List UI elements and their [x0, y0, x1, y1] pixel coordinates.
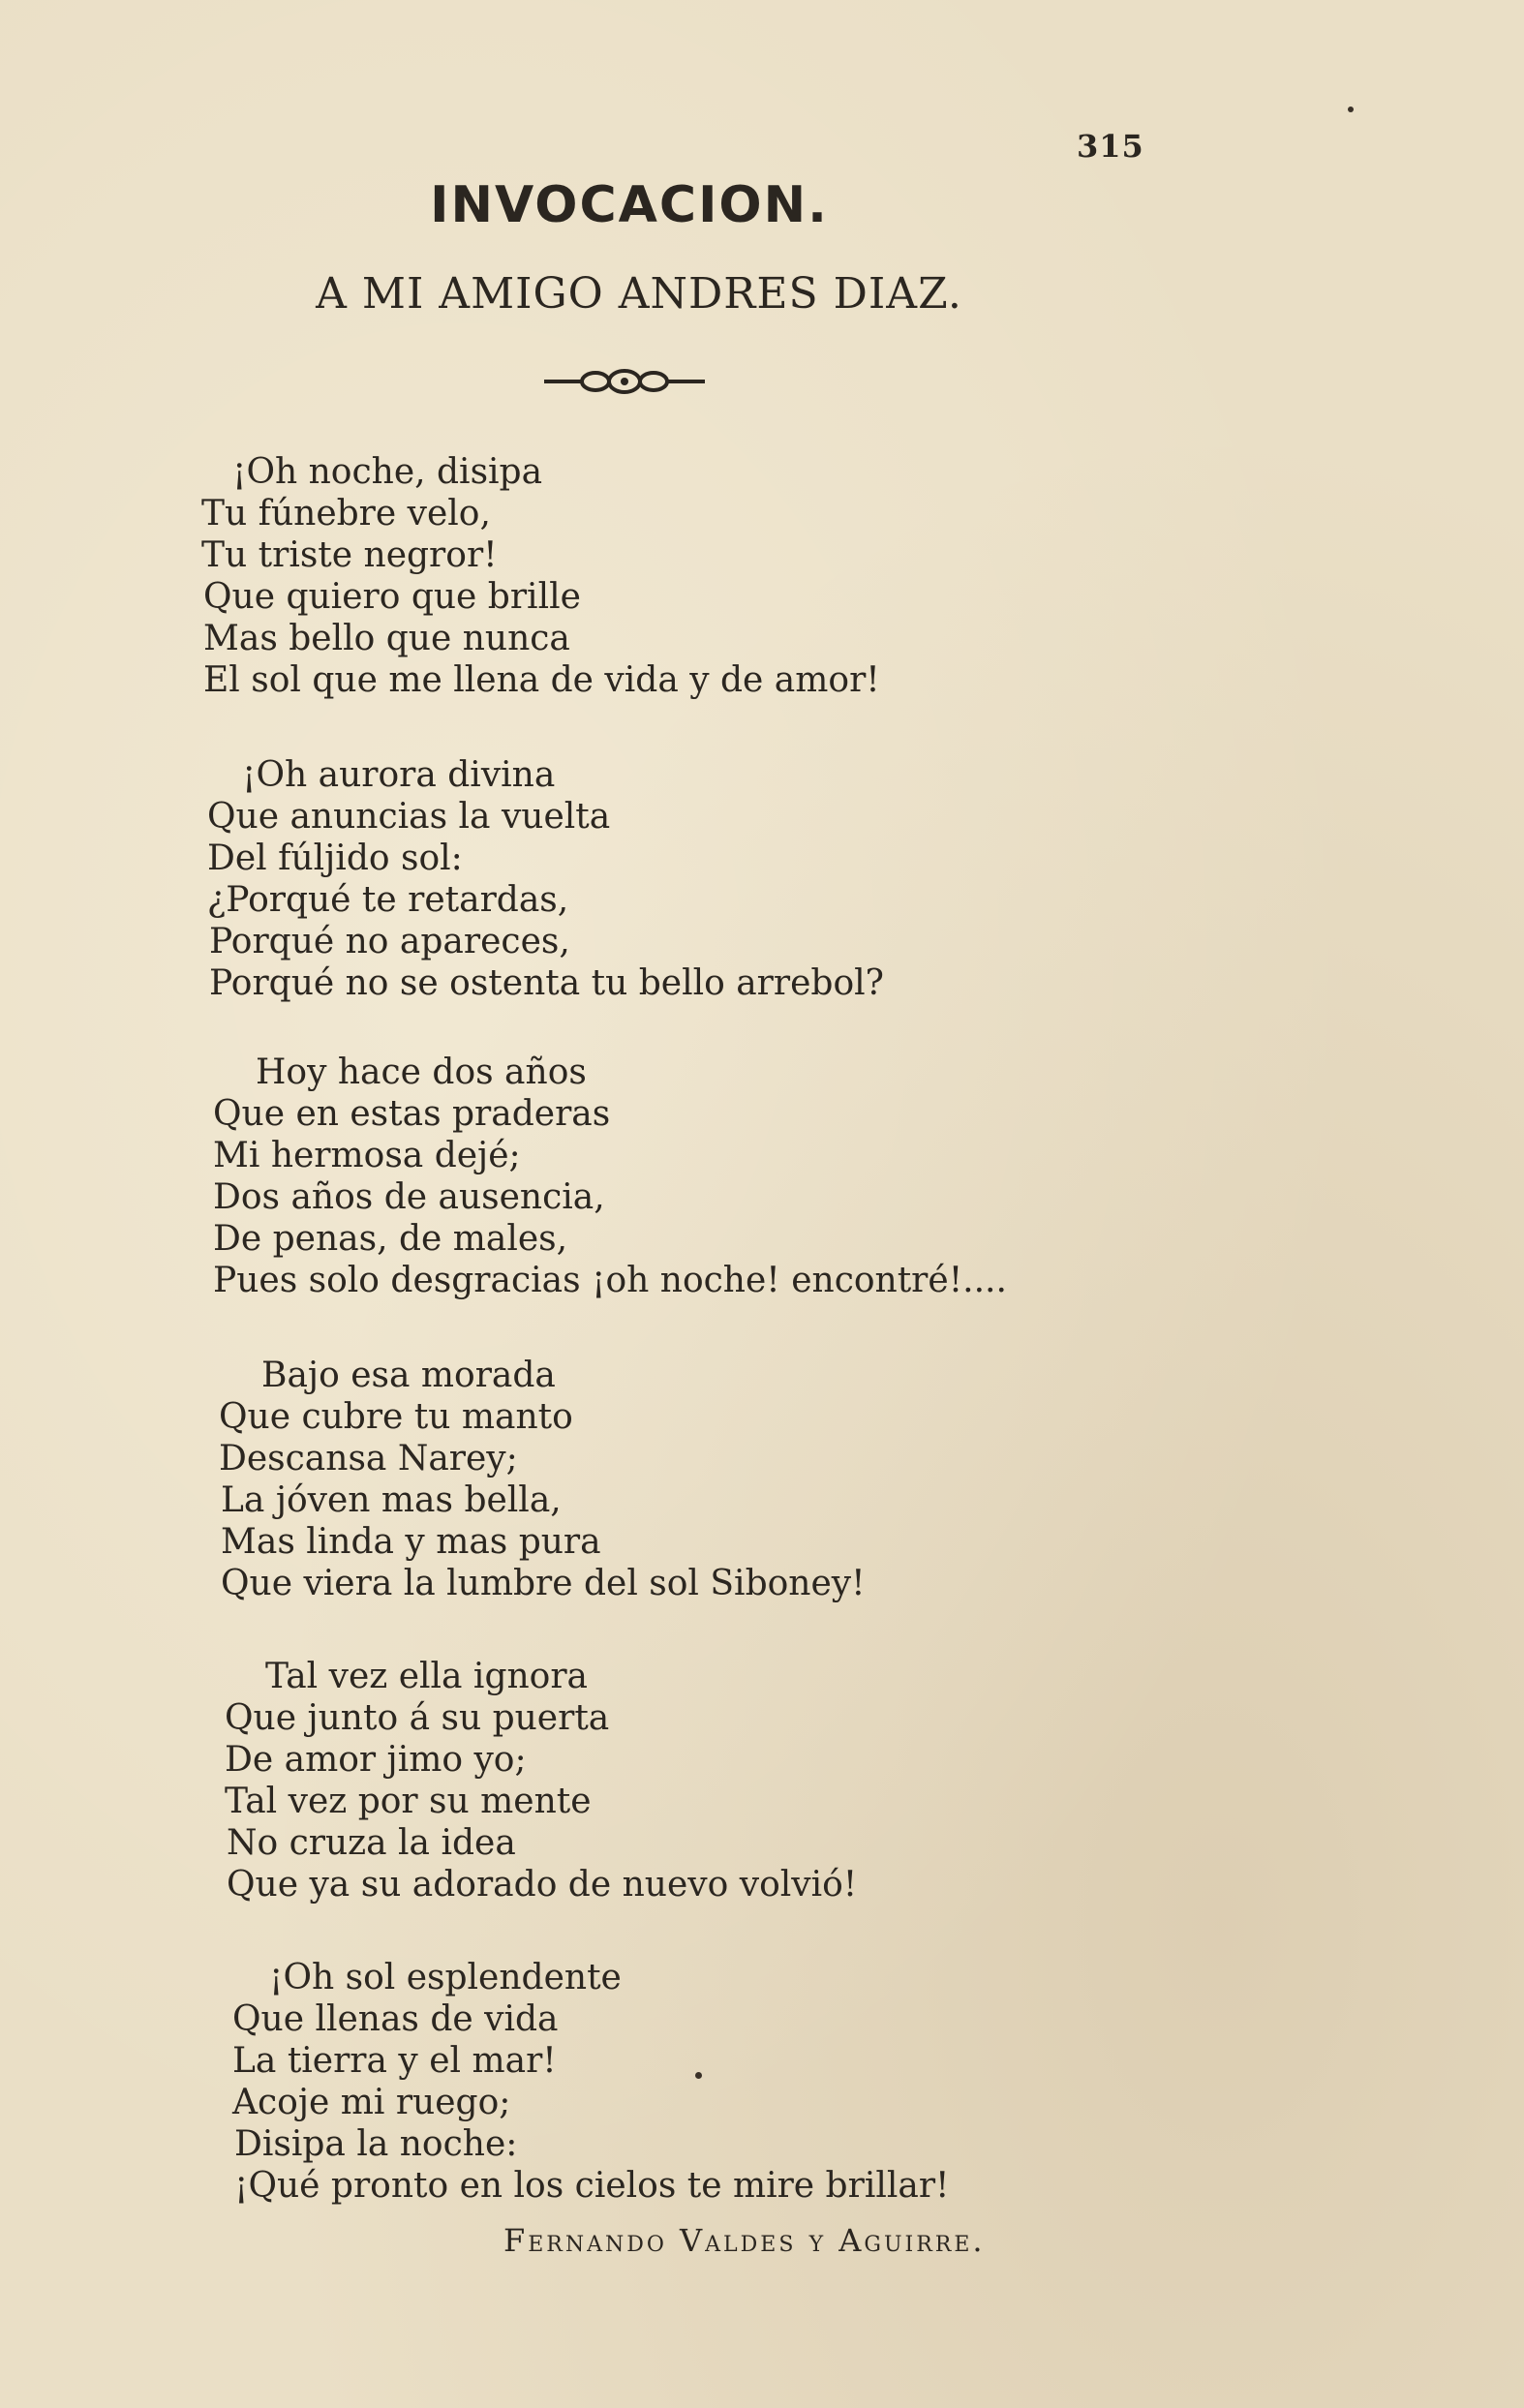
- stanza-5-line-1: Tal vez ella ignora: [265, 1657, 589, 1696]
- stanza-3-line-2: Que en estas praderas: [213, 1094, 611, 1134]
- ink-speck: [695, 2072, 702, 2079]
- decorative-rule-ornament-icon: [542, 364, 707, 399]
- stanza-1-line-5: Mas bello que nunca: [203, 619, 570, 658]
- stanza-4-line-5: Mas linda y mas pura: [221, 1522, 601, 1562]
- ink-speck: [1348, 107, 1354, 112]
- stanza-5-line-6: Que ya su adorado de nuevo volvió!: [227, 1865, 858, 1905]
- stanza-1-line-4: Que quiero que brille: [203, 577, 581, 617]
- author-signature: Fernando Valdes y Aguirre.: [503, 2222, 986, 2259]
- dedication: A MI AMIGO ANDRES DIAZ.: [316, 269, 962, 319]
- stanza-4-line-6: Que viera la lumbre del sol Siboney!: [221, 1564, 866, 1603]
- stanza-5-line-5: No cruza la idea: [227, 1823, 516, 1863]
- stanza-1-line-6: El sol que me llena de vida y de amor!: [203, 660, 880, 700]
- stanza-6-line-2: Que llenas de vida: [232, 1999, 559, 2039]
- stanza-1-line-1: ¡Oh noche, disipa: [232, 452, 543, 492]
- stanza-4-line-2: Que cubre tu manto: [219, 1397, 573, 1437]
- stanza-5-line-3: De amor jimo yo;: [225, 1740, 527, 1780]
- stanza-2-line-2: Que anuncias la vuelta: [207, 797, 611, 837]
- page-number: 315: [1077, 128, 1144, 165]
- stanza-2-line-5: Porqué no apareces,: [209, 922, 570, 961]
- stanza-3-line-4: Dos años de ausencia,: [213, 1177, 605, 1217]
- stanza-5-line-4: Tal vez por su mente: [225, 1782, 592, 1821]
- stanza-2-line-1: ¡Oh aurora divina: [242, 755, 556, 795]
- stanza-5-line-2: Que junto á su puerta: [225, 1698, 610, 1738]
- stanza-6-line-1: ¡Oh sol esplendente: [269, 1958, 622, 1997]
- stanza-6-line-4: Acoje mi ruego;: [232, 2083, 511, 2122]
- stanza-4-line-1: Bajo esa morada: [261, 1356, 556, 1395]
- stanza-1-line-2: Tu fúnebre velo,: [201, 494, 491, 533]
- stanza-3-line-5: De penas, de males,: [213, 1219, 568, 1259]
- stanza-4-line-4: La jóven mas bella,: [221, 1480, 562, 1520]
- stanza-2-line-4: ¿Porqué te retardas,: [207, 880, 569, 920]
- stanza-1-line-3: Tu triste negror!: [201, 535, 498, 575]
- stanza-3-line-1: Hoy hace dos años: [256, 1052, 587, 1092]
- stanza-2-line-3: Del fúljido sol:: [207, 838, 463, 878]
- stanza-4-line-3: Descansa Narey;: [219, 1439, 518, 1478]
- stanza-3-line-3: Mi hermosa dejé;: [213, 1136, 521, 1175]
- stanza-3-line-6: Pues solo desgracias ¡oh noche! encontré!....: [213, 1261, 1007, 1300]
- stanza-6-line-6: ¡Qué pronto en los cielos te mire brillar!: [234, 2166, 950, 2206]
- stanza-6-line-5: Disipa la noche:: [234, 2124, 518, 2164]
- stanza-2-line-6: Porqué no se ostenta tu bello arrebol?: [209, 963, 884, 1003]
- stanza-6-line-3: La tierra y el mar!: [232, 2041, 557, 2081]
- poem-title: INVOCACION.: [430, 176, 829, 234]
